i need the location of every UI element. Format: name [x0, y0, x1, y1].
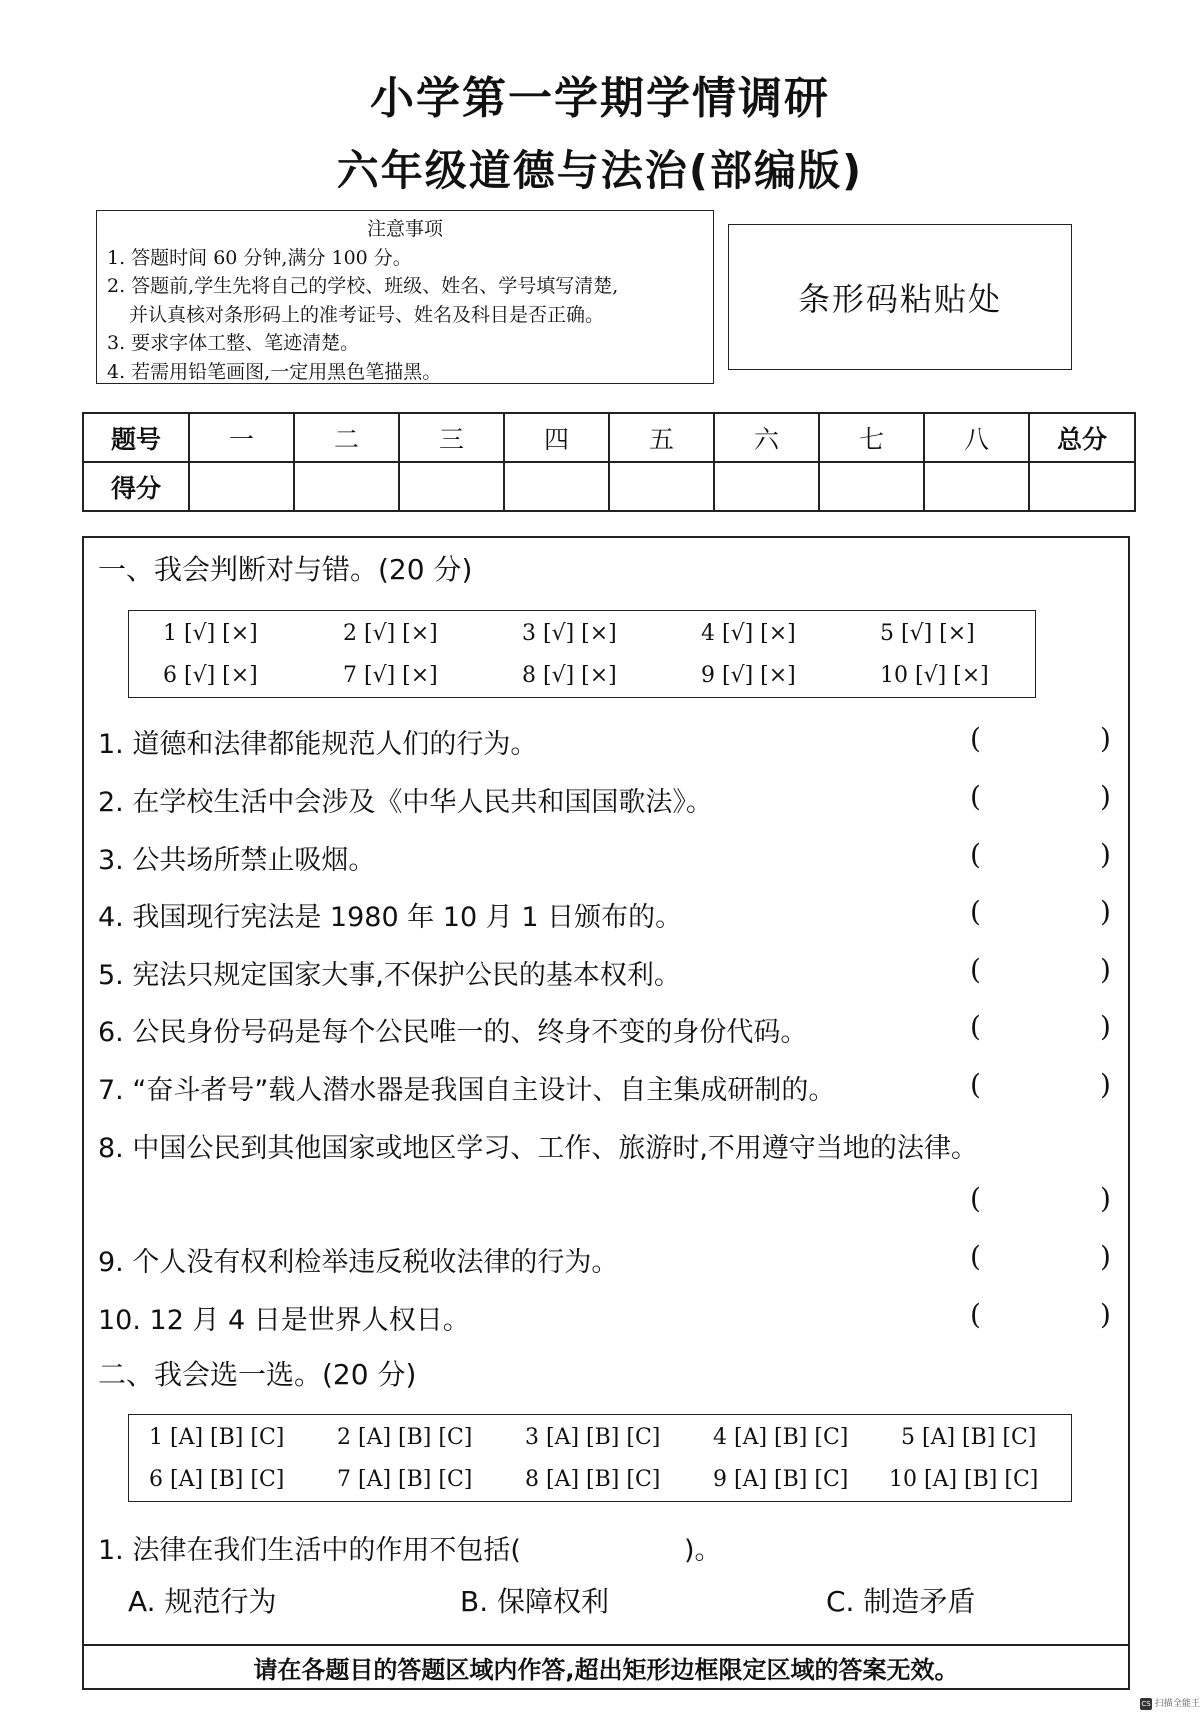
page-title: 小学第一学期学情调研: [370, 73, 830, 124]
answer-paren-close: ): [1100, 1182, 1111, 1215]
answer-bubble[interactable]: 9 [√] [×]: [701, 663, 796, 688]
answer-paren-close: ): [1100, 953, 1111, 986]
scanner-watermark-text: 扫描全能王: [1154, 1699, 1200, 1709]
option-b[interactable]: B. 保障权利: [460, 1585, 610, 1618]
question-text: 3. 公共场所禁止吸烟。: [98, 845, 376, 876]
total-header-cell: 总分: [1029, 413, 1135, 462]
answer-paren-open[interactable]: (: [970, 1240, 981, 1273]
answer-paren-open[interactable]: (: [970, 1182, 981, 1215]
question-text: 6. 公民身份号码是每个公民唯一的、终身不变的身份代码。: [98, 1017, 808, 1048]
answer-paren-close: ): [1100, 1298, 1111, 1331]
answer-bubble[interactable]: 3 [√] [×]: [522, 621, 617, 646]
notice-item: 并认真核对条形码上的准考证号、姓名及科目是否正确。: [129, 303, 605, 326]
notice-item: 2. 答题前,学生先将自己的学校、班级、姓名、学号填写清楚,: [107, 275, 619, 297]
answer-bubble[interactable]: 2 [√] [×]: [343, 621, 438, 646]
answer-bubble[interactable]: 8 [√] [×]: [522, 663, 617, 688]
section1-title: 一、我会判断对与错。(20 分): [98, 553, 473, 586]
answer-paren-open[interactable]: (: [970, 1068, 981, 1101]
answer-paren-open[interactable]: (: [970, 838, 981, 871]
score-entry-cell[interactable]: [189, 462, 294, 511]
question-text: 10. 12 月 4 日是世界人权日。: [98, 1305, 470, 1336]
answer-paren-open[interactable]: (: [970, 1010, 981, 1043]
answer-paren-close: ): [1100, 722, 1111, 755]
section1-answer-box: [128, 610, 1036, 698]
question-text: 1. 法律在我们生活中的作用不包括(: [98, 1535, 521, 1566]
answer-bubble[interactable]: 5 [A] [B] [C]: [901, 1425, 1037, 1450]
notice-item: 1. 答题时间 60 分钟,满分 100 分。: [107, 246, 412, 269]
total-entry-cell[interactable]: [1029, 462, 1135, 511]
section2-title: 二、我会选一选。(20 分): [98, 1358, 417, 1391]
column-header-cell: 七: [819, 413, 924, 462]
notice-heading: 注意事项: [366, 218, 443, 240]
scanner-watermark: [1140, 1696, 1200, 1710]
score-entry-cell[interactable]: [714, 462, 819, 511]
answer-paren-open[interactable]: (: [970, 722, 981, 755]
answer-bubble[interactable]: 4 [√] [×]: [701, 621, 796, 646]
answer-bubble[interactable]: 3 [A] [B] [C]: [525, 1425, 661, 1450]
answer-bubble[interactable]: 1 [√] [×]: [163, 621, 258, 646]
answer-paren-close: ): [1100, 1010, 1111, 1043]
answer-bubble[interactable]: 2 [A] [B] [C]: [337, 1425, 473, 1450]
column-header-cell: 一: [189, 413, 294, 462]
answer-paren-close: ): [1100, 838, 1111, 871]
answer-bubble[interactable]: 6 [√] [×]: [163, 663, 258, 688]
answer-paren-close: ): [1100, 780, 1111, 813]
answer-frame: [82, 536, 1130, 1690]
score-entry-cell[interactable]: [819, 462, 924, 511]
section2-answer-box: [128, 1414, 1072, 1502]
score-table: [82, 412, 1136, 512]
column-header-cell: 六: [714, 413, 819, 462]
answer-paren-open[interactable]: (: [970, 1298, 981, 1331]
score-entry-cell[interactable]: [294, 462, 399, 511]
question-text: 5. 宪法只规定国家大事,不保护公民的基本权利。: [98, 960, 681, 991]
answer-paren-open[interactable]: (: [970, 953, 981, 986]
score-table-header-row: [83, 413, 1135, 462]
answer-bubble[interactable]: 10 [√] [×]: [880, 663, 989, 688]
question-text: 9. 个人没有权利检举违反税收法律的行为。: [98, 1247, 619, 1278]
footer-note: 请在各题目的答题区域内作答,超出矩形边框限定区域的答案无效。: [253, 1656, 959, 1684]
question-text-end: )。: [684, 1535, 722, 1566]
answer-paren-close: ): [1100, 1068, 1111, 1101]
scanner-logo-icon: CS: [1141, 1699, 1151, 1708]
score-header-cell: 得分: [83, 462, 189, 511]
answer-bubble[interactable]: 7 [A] [B] [C]: [337, 1467, 473, 1492]
notice-item: 4. 若需用铅笔画图,一定用黑色笔描黑。: [107, 360, 442, 383]
question-text: 7. “奋斗者号”载人潜水器是我国自主设计、自主集成研制的。: [98, 1075, 836, 1106]
column-header-cell: 三: [399, 413, 504, 462]
answer-paren-close: ): [1100, 895, 1111, 928]
barcode-area: 条形码粘贴处: [728, 224, 1072, 370]
answer-bubble[interactable]: 5 [√] [×]: [880, 621, 975, 646]
notice-box: [96, 210, 714, 384]
answer-bubble[interactable]: 4 [A] [B] [C]: [713, 1425, 849, 1450]
answer-bubble[interactable]: 10 [A] [B] [C]: [889, 1467, 1039, 1492]
score-entry-cell[interactable]: [924, 462, 1029, 511]
option-a[interactable]: A. 规范行为: [128, 1585, 277, 1618]
answer-paren-open[interactable]: (: [970, 780, 981, 813]
page-subtitle: 六年级道德与法治(部编版): [336, 146, 864, 195]
answer-bubble[interactable]: 7 [√] [×]: [343, 663, 438, 688]
column-header-cell: 二: [294, 413, 399, 462]
answer-paren-open[interactable]: (: [970, 895, 981, 928]
answer-paren-close: ): [1100, 1240, 1111, 1273]
notice-item: 3. 要求字体工整、笔迹清楚。: [107, 332, 360, 354]
question-text: 1. 道德和法律都能规范人们的行为。: [98, 729, 538, 760]
column-header-cell: 五: [609, 413, 714, 462]
score-entry-cell[interactable]: [609, 462, 714, 511]
answer-bubble[interactable]: 8 [A] [B] [C]: [525, 1467, 661, 1492]
question-text: 2. 在学校生活中会涉及《中华人民共和国国歌法》。: [98, 787, 713, 818]
row-header-cell: 题号: [83, 413, 189, 462]
score-table-score-row: [83, 462, 1135, 511]
question-text: 4. 我国现行宪法是 1980 年 10 月 1 日颁布的。: [98, 902, 683, 933]
score-entry-cell[interactable]: [504, 462, 609, 511]
option-c[interactable]: C. 制造矛盾: [826, 1585, 976, 1618]
answer-bubble[interactable]: 9 [A] [B] [C]: [713, 1467, 849, 1492]
column-header-cell: 四: [504, 413, 609, 462]
answer-bubble[interactable]: 6 [A] [B] [C]: [149, 1467, 285, 1492]
answer-bubble[interactable]: 1 [A] [B] [C]: [149, 1425, 285, 1450]
score-entry-cell[interactable]: [399, 462, 504, 511]
footer-divider: [82, 1644, 1130, 1646]
question-text: 8. 中国公民到其他国家或地区学习、工作、旅游时,不用遵守当地的法律。: [98, 1133, 978, 1164]
column-header-cell: 八: [924, 413, 1029, 462]
